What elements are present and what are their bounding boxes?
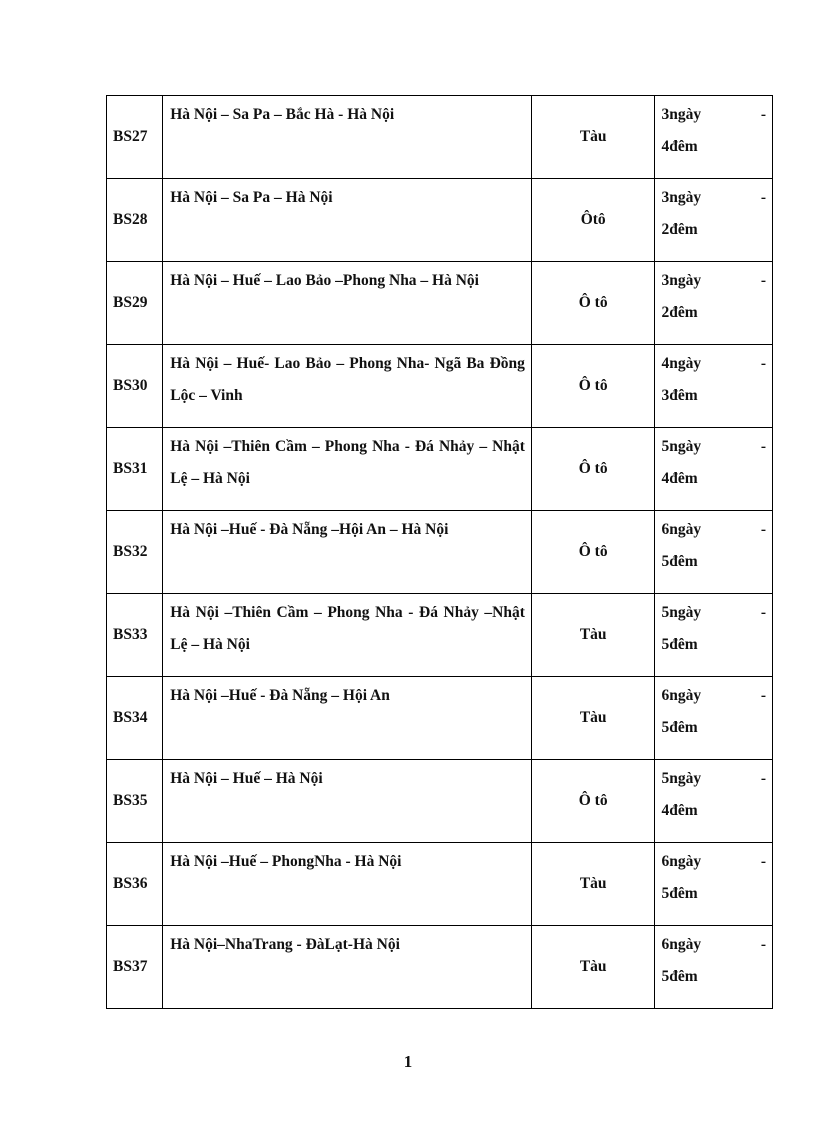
table-row [107,677,773,760]
tour-code-cell: BS37 [107,926,163,1009]
duration-days: 5ngày [661,438,702,455]
duration-separator: - [760,272,766,289]
tour-code-cell: BS27 [107,96,163,179]
table-row [107,594,773,677]
tour-code-cell: BS30 [107,345,163,428]
tour-duration-cell [655,511,773,594]
duration-separator: - [760,521,766,538]
duration-days: 3ngày [661,189,702,206]
tour-duration-cell [655,594,773,677]
duration-days-line [661,182,766,214]
table-row [107,179,773,262]
table-row [107,843,773,926]
page-number: 1 [403,1052,413,1071]
duration-days-line [661,763,766,795]
tour-code-cell: BS36 [107,843,163,926]
tour-route-cell: Hà Nội –Thiên Cầm – Phong Nha - Đá Nhảy – Nhật Lệ – Hà Nội [163,428,532,511]
tour-route-cell: Hà Nội–NhaTrang - ĐàLạt-Hà Nội [163,926,532,1009]
duration-days: 5ngày [661,770,702,787]
tour-route-cell: Hà Nội –Huế – PhongNha - Hà Nội [163,843,532,926]
duration-days-line [661,846,766,878]
tour-duration-cell [655,677,773,760]
tour-code-cell: BS35 [107,760,163,843]
tour-code-cell: BS31 [107,428,163,511]
duration-nights: 5đêm [661,553,698,570]
tour-transport-cell: Ôtô [531,179,655,262]
duration-nights: 5đêm [661,636,698,653]
duration-days-line [661,514,766,546]
tour-route-cell: Hà Nội – Huế- Lao Bảo – Phong Nha- Ngã Ba Đồng Lộc – Vinh [163,345,532,428]
duration-nights: 5đêm [661,885,698,902]
duration-days: 4ngày [661,355,702,372]
tour-route-cell: Hà Nội –Huế - Đà Nẵng –Hội An – Hà Nội [163,511,532,594]
tour-code-cell: BS34 [107,677,163,760]
duration-nights: 4đêm [661,138,698,155]
duration-nights: 4đêm [661,802,698,819]
tour-duration-cell [655,926,773,1009]
duration-separator: - [760,770,766,787]
duration-days-line [661,99,766,131]
tour-duration-cell [655,96,773,179]
duration-days: 3ngày [661,106,702,123]
table-row [107,428,773,511]
tour-route-cell: Hà Nội – Sa Pa – Bắc Hà - Hà Nội [163,96,532,179]
tour-duration-cell [655,428,773,511]
tour-transport-cell: Ô tô [531,760,655,843]
duration-days: 5ngày [661,604,702,621]
tour-route-cell: Hà Nội –Thiên Cầm – Phong Nha - Đá Nhảy –Nhật Lệ – Hà Nội [163,594,532,677]
duration-separator: - [760,355,766,372]
table-row [107,262,773,345]
tour-transport-cell: Tàu [531,843,655,926]
tour-transport-cell: Ô tô [531,262,655,345]
tour-duration-cell [655,262,773,345]
duration-days-line [661,431,766,463]
tour-duration-cell [655,345,773,428]
tour-code-cell: BS32 [107,511,163,594]
tour-route-cell: Hà Nội – Huế – Hà Nội [163,760,532,843]
duration-separator: - [760,604,766,621]
tour-transport-cell: Tàu [531,96,655,179]
duration-nights: 5đêm [661,968,698,985]
table-row [107,760,773,843]
tour-transport-cell: Tàu [531,926,655,1009]
tour-transport-cell: Ô tô [531,511,655,594]
duration-nights: 2đêm [661,221,698,238]
tour-route-cell: Hà Nội – Sa Pa – Hà Nội [163,179,532,262]
tour-table-body [107,96,773,1009]
duration-separator: - [760,936,766,953]
tour-transport-cell: Tàu [531,677,655,760]
duration-separator: - [760,853,766,870]
duration-days: 6ngày [661,521,702,538]
tour-route-cell: Hà Nội – Huế – Lao Bảo –Phong Nha – Hà Nội [163,262,532,345]
duration-separator: - [760,189,766,206]
tour-duration-cell [655,179,773,262]
tour-code-cell: BS33 [107,594,163,677]
duration-nights: 2đêm [661,304,698,321]
tour-transport-cell: Tàu [531,594,655,677]
duration-days-line [661,265,766,297]
tour-transport-cell: Ô tô [531,428,655,511]
duration-days-line [661,929,766,961]
duration-days: 6ngày [661,687,702,704]
tour-route-cell: Hà Nội –Huế - Đà Nẵng – Hội An [163,677,532,760]
duration-nights: 4đêm [661,470,698,487]
duration-separator: - [760,106,766,123]
tour-duration-cell [655,760,773,843]
table-row [107,96,773,179]
duration-separator: - [760,438,766,455]
duration-days: 6ngày [661,853,702,870]
tour-transport-cell: Ô tô [531,345,655,428]
duration-nights: 3đêm [661,387,698,404]
duration-days-line [661,680,766,712]
table-row [107,345,773,428]
duration-separator: - [760,687,766,704]
table-row [107,511,773,594]
table-row [107,926,773,1009]
tour-code-cell: BS28 [107,179,163,262]
tour-code-cell: BS29 [107,262,163,345]
duration-days: 6ngày [661,936,702,953]
duration-days: 3ngày [661,272,702,289]
duration-days-line [661,348,766,380]
tour-table [106,95,773,1009]
tour-duration-cell [655,843,773,926]
duration-days-line [661,597,766,629]
duration-nights: 5đêm [661,719,698,736]
